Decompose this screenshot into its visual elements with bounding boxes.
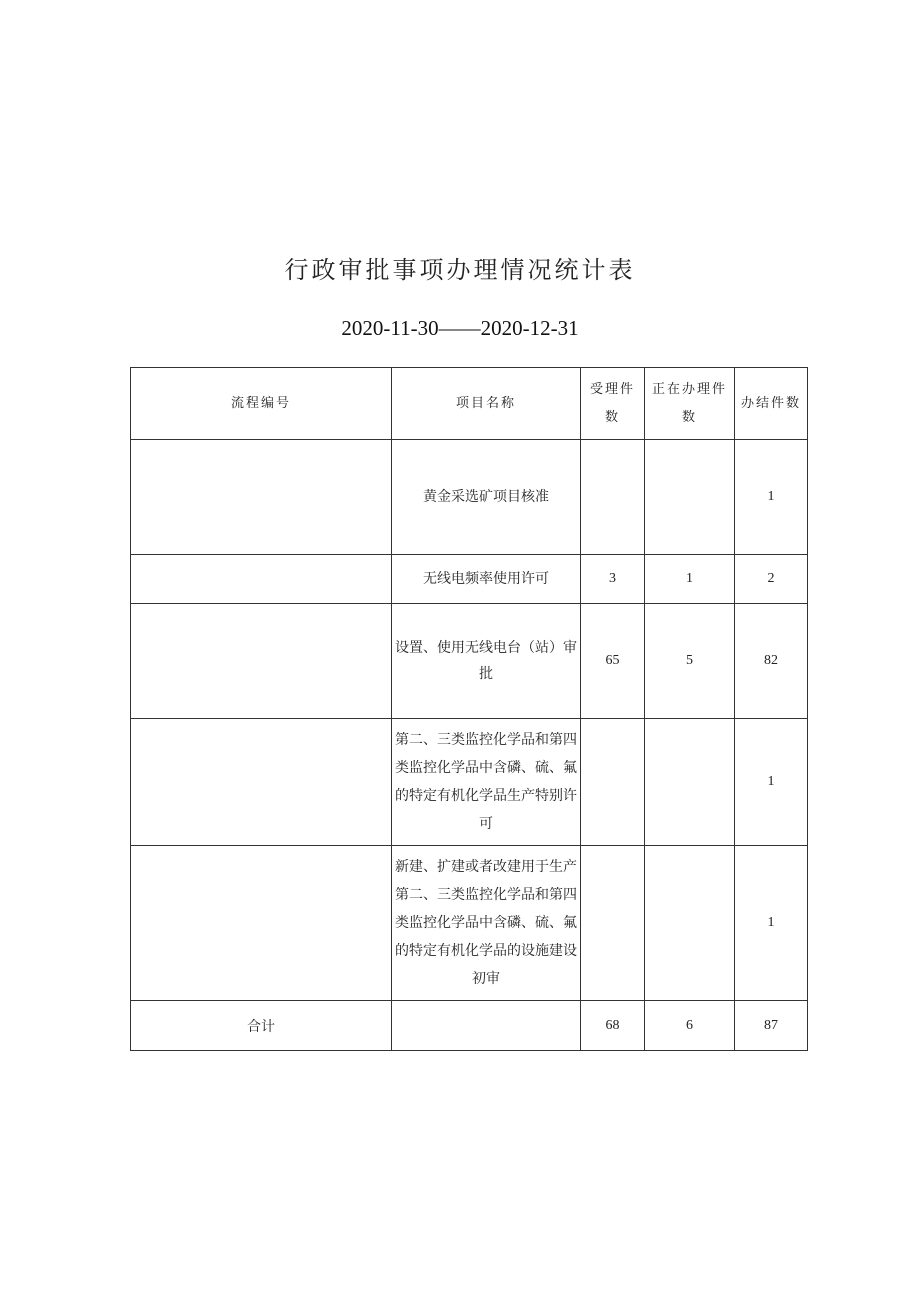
header-completed: 办结件数	[735, 368, 808, 440]
cell-accepted	[581, 846, 645, 1001]
header-accepted: 受理件数	[581, 368, 645, 440]
total-label: 合计	[131, 1001, 392, 1051]
cell-completed: 1	[735, 719, 808, 846]
cell-in-progress	[645, 719, 735, 846]
table-row	[131, 846, 808, 1001]
statistics-table	[130, 367, 808, 1051]
cell-completed: 82	[735, 604, 808, 719]
cell-process-no	[131, 604, 392, 719]
cell-process-no	[131, 846, 392, 1001]
date-range: 2020-11-30——2020-12-31	[341, 316, 579, 340]
table-row	[131, 555, 808, 604]
page-title: 行政审批事项办理情况统计表	[284, 256, 636, 284]
total-completed: 87	[735, 1001, 808, 1051]
cell-item-name: 第二、三类监控化学品和第四类监控化学品中含磷、硫、氟的特定有机化学品生产特别许可	[392, 719, 581, 846]
cell-accepted	[581, 440, 645, 555]
cell-item-name: 新建、扩建或者改建用于生产第二、三类监控化学品和第四类监控化学品中含磷、硫、氟的特定有机化学品的设施建设初审	[392, 846, 581, 1001]
header-process-no: 流程编号	[131, 368, 392, 440]
cell-in-progress: 5	[645, 604, 735, 719]
table-header-row	[131, 368, 808, 440]
cell-process-no	[131, 440, 392, 555]
total-item-name	[392, 1001, 581, 1051]
cell-item-name: 设置、使用无线电台（站）审批	[392, 604, 581, 719]
cell-process-no	[131, 555, 392, 604]
header-in-progress: 正在办理件数	[645, 368, 735, 440]
cell-accepted	[581, 719, 645, 846]
cell-in-progress	[645, 846, 735, 1001]
cell-item-name: 无线电频率使用许可	[392, 555, 581, 604]
table-row	[131, 604, 808, 719]
cell-completed: 1	[735, 440, 808, 555]
total-accepted: 68	[581, 1001, 645, 1051]
total-in-progress: 6	[645, 1001, 735, 1051]
cell-process-no	[131, 719, 392, 846]
cell-completed: 1	[735, 846, 808, 1001]
cell-in-progress: 1	[645, 555, 735, 604]
cell-completed: 2	[735, 555, 808, 604]
table-row	[131, 719, 808, 846]
cell-accepted: 3	[581, 555, 645, 604]
header-item-name: 项目名称	[392, 368, 581, 440]
cell-accepted: 65	[581, 604, 645, 719]
table-row	[131, 440, 808, 555]
cell-item-name: 黄金采选矿项目核准	[392, 440, 581, 555]
table-total-row	[131, 1001, 808, 1051]
cell-in-progress	[645, 440, 735, 555]
